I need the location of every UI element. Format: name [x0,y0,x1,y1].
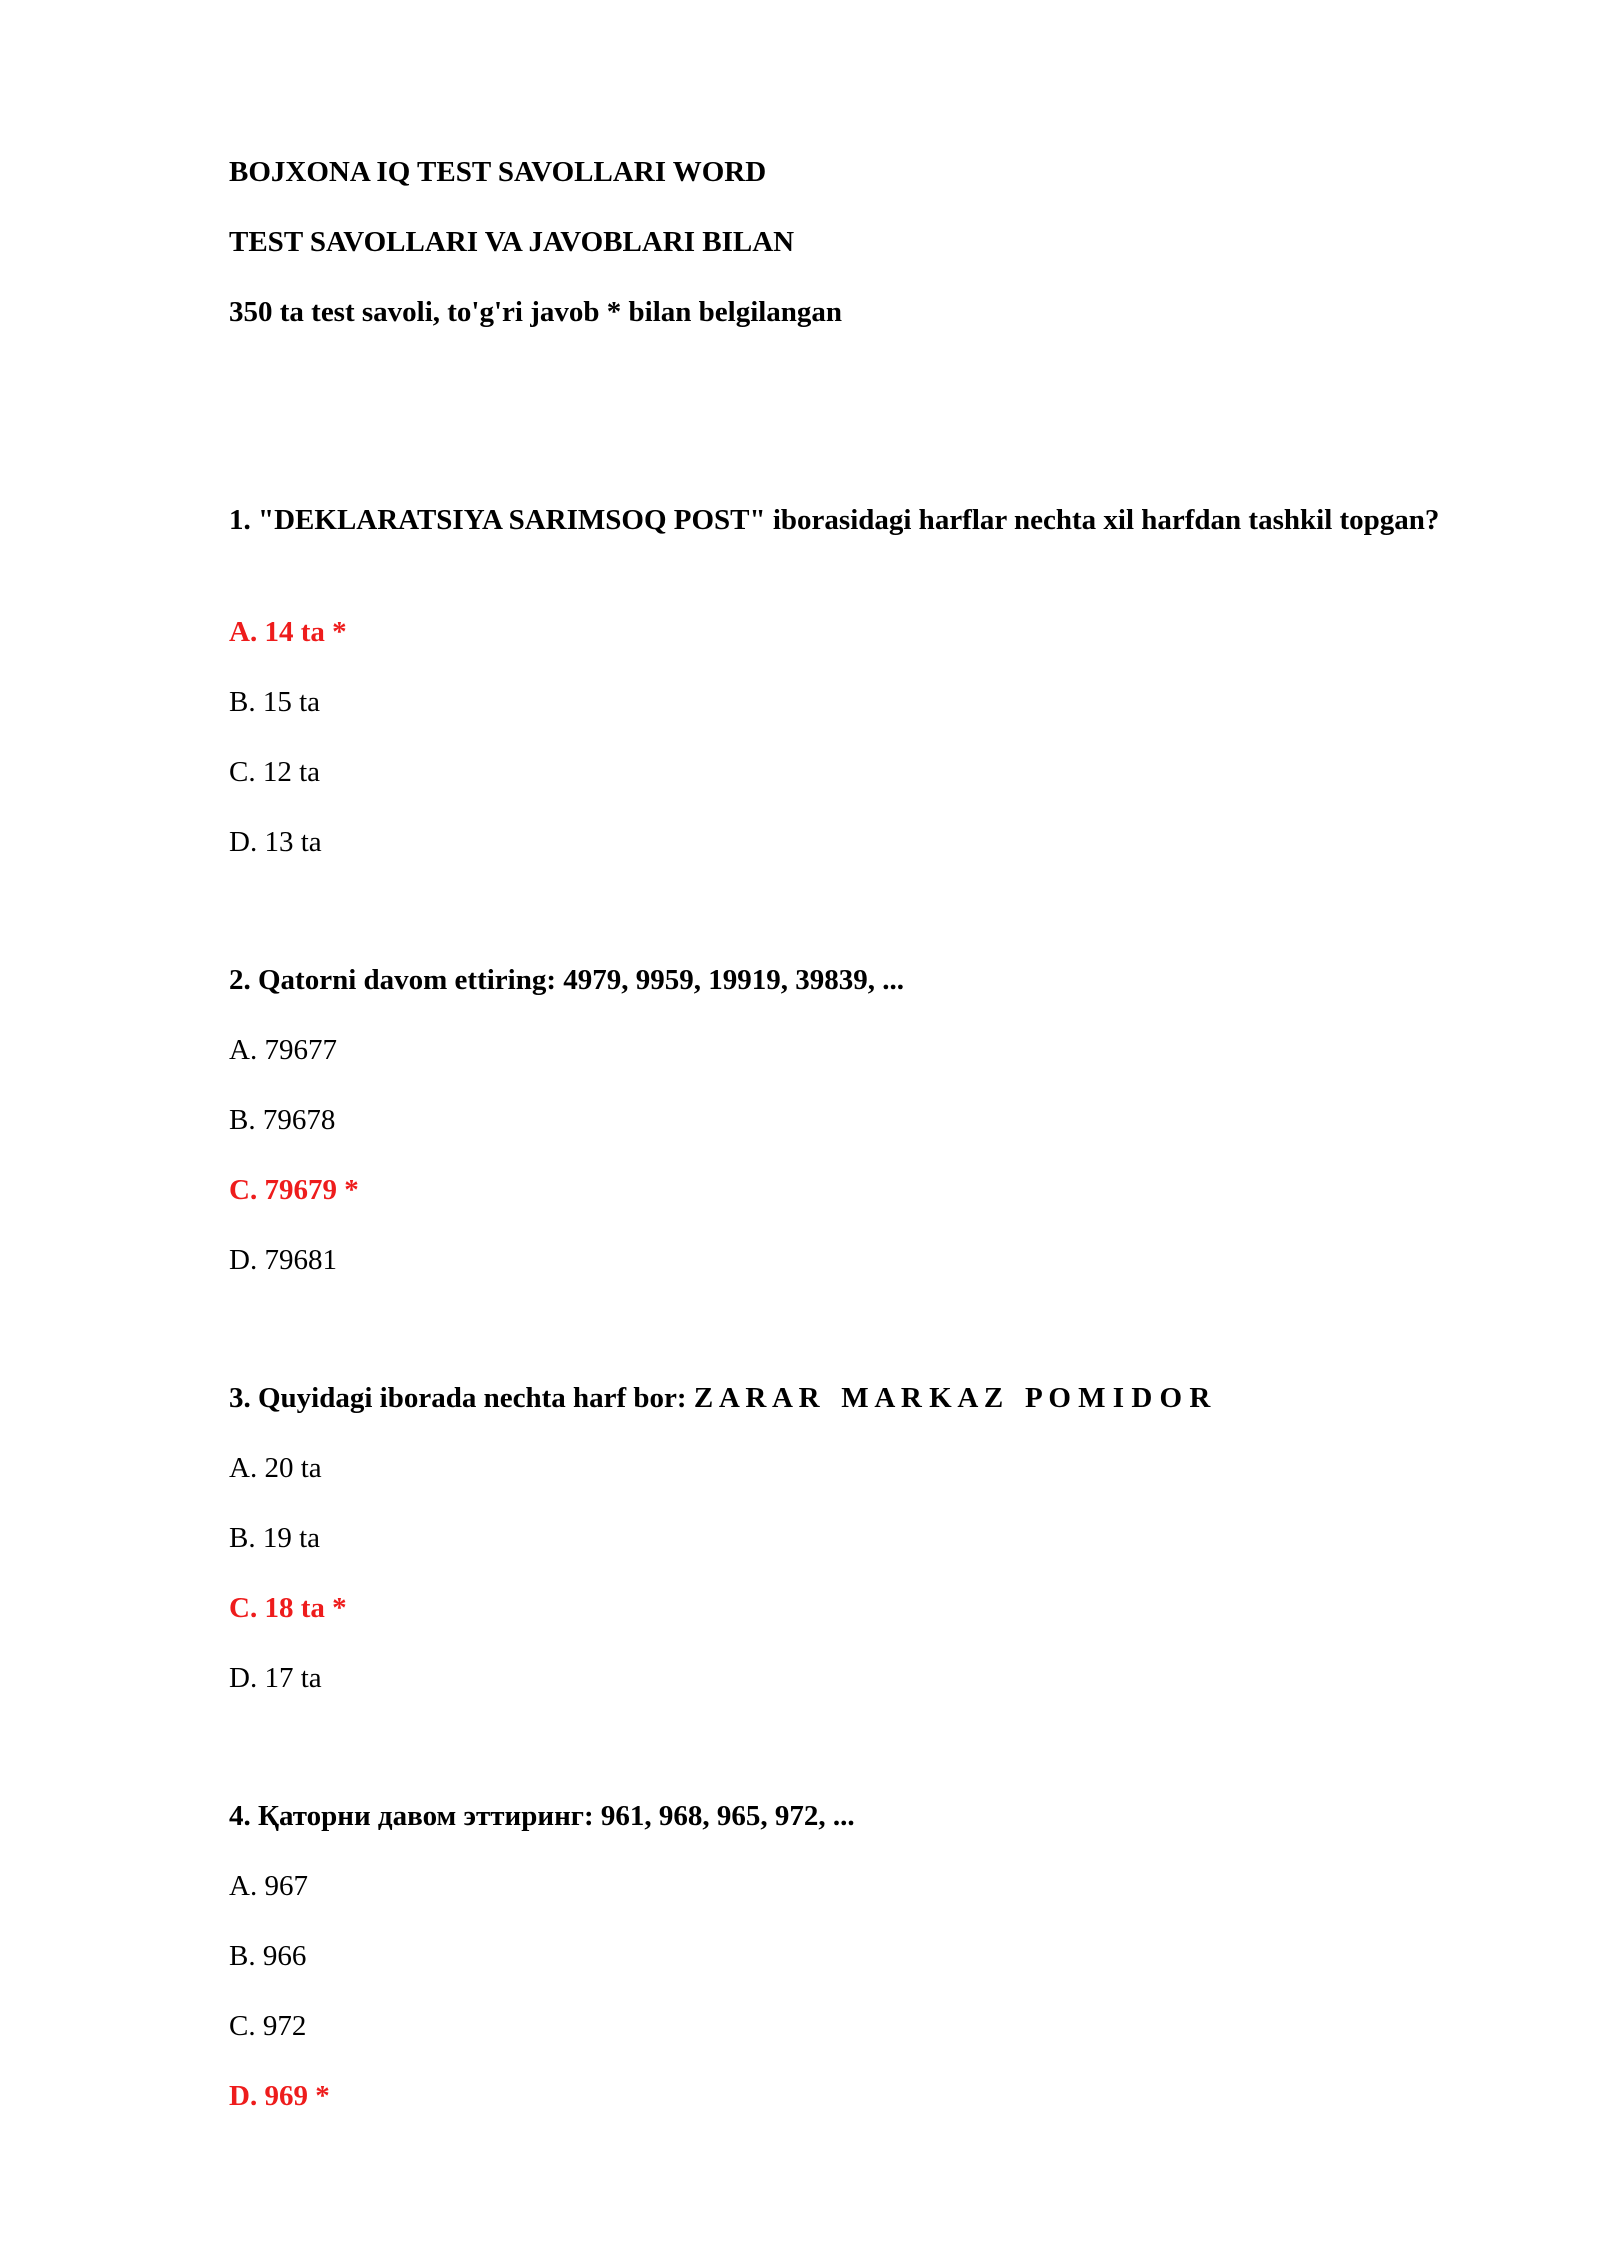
document-note: 350 ta test savoli, to'g'ri javob * bilan belgilangan [229,296,843,328]
question-4-option-a: A. 967 [229,1870,308,1902]
question-1-text: 1. "DEKLARATSIYA SARIMSOQ POST" iborasidagi harflar nechta xil harfdan tashkil topgan? [229,504,1440,536]
question-3-option-a: A. 20 ta [229,1452,322,1484]
question-4-option-c: C. 972 [229,2010,307,2042]
question-3-option-c: C. 18 ta * [229,1592,347,1624]
question-2-option-c: C. 79679 * [229,1174,359,1206]
question-2-option-b: B. 79678 [229,1104,336,1136]
document-title: BOJXONA IQ TEST SAVOLLARI WORD [229,156,767,188]
document-subtitle: TEST SAVOLLARI VA JAVOBLARI BILAN [229,226,795,258]
question-3-option-b: B. 19 ta [229,1522,321,1554]
question-4-option-d: D. 969 * [229,2080,330,2112]
question-2-text: 2. Qatorni davom ettiring: 4979, 9959, 19919, 39839, ... [229,964,905,996]
question-3-option-d: D. 17 ta [229,1662,322,1694]
question-3-text: 3. Quyidagi iborada nechta harf bor: Z A R A R M A R K A Z P O M I D O R [229,1382,1211,1414]
question-1-option-b: B. 15 ta [229,686,321,718]
question-1-option-d: D. 13 ta [229,826,322,858]
question-4-text: 4. Қаторни давом эттиринг: 961, 968, 965, 972, ... [229,1800,855,1832]
question-1-option-a: A. 14 ta * [229,616,347,648]
question-4-option-b: B. 966 [229,1940,307,1972]
question-2-option-a: A. 79677 [229,1034,337,1066]
question-2-option-d: D. 79681 [229,1244,337,1276]
question-1-option-c: C. 12 ta [229,756,321,788]
